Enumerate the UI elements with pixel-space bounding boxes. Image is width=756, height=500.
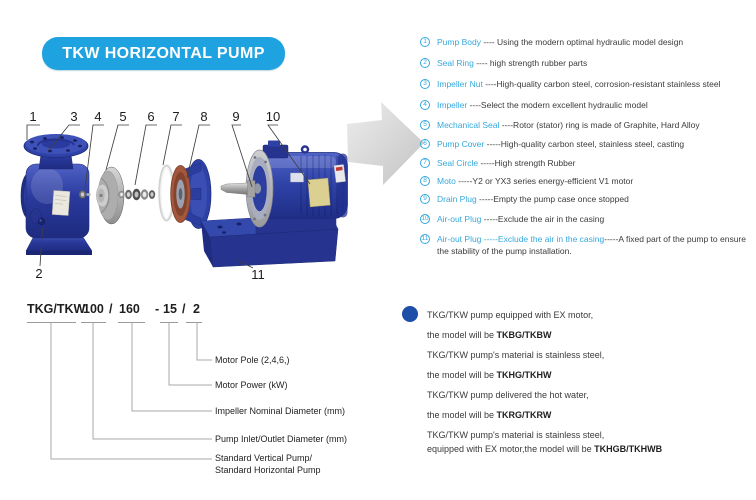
variant-line bbox=[427, 444, 662, 454]
model-token-pole: 2 bbox=[193, 302, 200, 316]
part-label: Pump Body bbox=[437, 37, 481, 47]
model-token-slash2: / bbox=[182, 302, 186, 316]
part-number-9: 9 bbox=[232, 109, 240, 124]
part-description: -----Y2 or YX3 series energy-efficient V1 motor bbox=[455, 176, 634, 186]
part-description: -----A fixed part of the pump to ensure the stability of the pump installation. bbox=[437, 234, 746, 256]
part-label: Air-out Plug -----Exclude the air in the casing bbox=[437, 234, 605, 244]
part-label: Mechanical Seal bbox=[437, 120, 500, 130]
part-number-11: 11 bbox=[251, 267, 265, 282]
variant-line bbox=[427, 430, 604, 440]
variant-model: TKRG/TKRW bbox=[496, 410, 552, 420]
part-number-badge: 6 bbox=[420, 139, 430, 149]
model-token-impeller: 160 bbox=[119, 302, 140, 316]
part-description: -----High-quality carbon steel, stainless steel, casting bbox=[484, 139, 685, 149]
part-label: Impeller Nut bbox=[437, 79, 483, 89]
variant-line bbox=[427, 350, 604, 360]
variant-model: TKHGB/TKHWB bbox=[594, 444, 663, 454]
part-number-5: 5 bbox=[119, 109, 127, 124]
parts-list-item bbox=[420, 139, 753, 151]
part-label: Seal Ring bbox=[437, 58, 474, 68]
variant-text: TKG/TKW pump's material is stainless steel, bbox=[427, 430, 605, 440]
motor-label-yellow bbox=[308, 178, 330, 207]
part-number-badge: 8 bbox=[420, 176, 430, 186]
part-number-badge: 5 bbox=[420, 120, 430, 130]
parts-list-item bbox=[420, 79, 753, 91]
part-description: -----High strength Rubber bbox=[478, 158, 576, 168]
part-number-8: 8 bbox=[200, 109, 208, 124]
parts-list-item bbox=[420, 234, 753, 257]
part-description: ----Rotor (stator) ring is made of Graphite, Hard Alloy bbox=[499, 120, 700, 130]
model-token-slash1: / bbox=[109, 302, 113, 316]
pump-cover-illustration bbox=[171, 160, 211, 229]
variant-text: the model will be bbox=[427, 330, 497, 340]
model-underline bbox=[160, 322, 178, 323]
part-description: -----Empty the pump case once stopped bbox=[476, 194, 629, 204]
variant-text: TKG/TKW pump delivered the hot water, bbox=[427, 390, 589, 400]
model-token-power: 15 bbox=[163, 302, 177, 316]
part-label: Drain Plug bbox=[437, 194, 477, 204]
drain-plug-illustration bbox=[38, 218, 45, 225]
variant-text: the model will be bbox=[427, 410, 497, 420]
part-number-10: 10 bbox=[265, 109, 281, 124]
variant-line bbox=[427, 330, 552, 340]
motor-label-white bbox=[334, 165, 346, 183]
model-label-impeller: Impeller Nominal Diameter (mm) bbox=[215, 406, 346, 416]
part-label: Seal Circle bbox=[437, 158, 479, 168]
variant-line bbox=[427, 390, 589, 400]
part-number-badge: 4 bbox=[420, 100, 430, 110]
model-token-dash: - bbox=[155, 302, 160, 316]
variant-text: equipped with EX motor,the model will be bbox=[427, 444, 595, 454]
variant-text: TKG/TKW pump's material is stainless steel, bbox=[427, 350, 605, 360]
part-number-badge: 10 bbox=[421, 215, 429, 222]
motor-shaft-illustration bbox=[221, 181, 255, 198]
part-number-badge: 7 bbox=[420, 158, 430, 168]
part-number-badge: 9 bbox=[420, 194, 430, 204]
parts-list-item bbox=[420, 194, 753, 206]
model-underline bbox=[118, 322, 145, 323]
part-description: -----Exclude the air in the casing bbox=[481, 214, 605, 224]
page-title: TKW HORIZONTAL PUMP bbox=[62, 45, 265, 62]
part-description: ----High-quality carbon steel, corrosion-resistant stainless steel bbox=[482, 79, 721, 89]
part-label: Moto bbox=[437, 176, 456, 186]
variant-model: TKBG/TKBW bbox=[496, 330, 552, 340]
right-arrow-icon bbox=[347, 102, 424, 185]
model-label-power: Motor Power (kW) bbox=[215, 380, 288, 390]
parts-list-item bbox=[420, 100, 753, 112]
part-label: Pump Cover bbox=[437, 139, 485, 149]
model-underline bbox=[81, 322, 106, 323]
part-number-4: 4 bbox=[94, 109, 102, 124]
variants-section bbox=[395, 300, 756, 470]
parts-list-item bbox=[420, 37, 753, 49]
part-number-6: 6 bbox=[147, 109, 155, 124]
part-number-badge: 2 bbox=[420, 58, 430, 68]
model-code-section bbox=[20, 295, 365, 495]
part-number-badge: 11 bbox=[421, 235, 429, 242]
model-token-series: TKG/TKW bbox=[27, 302, 86, 316]
parts-list-item bbox=[420, 158, 753, 170]
pump-exploded-diagram bbox=[5, 90, 435, 290]
part-number-badge: 1 bbox=[420, 37, 430, 47]
variant-text: the model will be bbox=[427, 370, 497, 380]
parts-list-item bbox=[420, 214, 753, 226]
variant-line bbox=[427, 370, 552, 380]
variant-model: TKHG/TKHW bbox=[496, 370, 552, 380]
model-label-series-1: Standard Vertical Pump/ bbox=[215, 453, 313, 463]
parts-list bbox=[420, 30, 753, 275]
bullet-icon bbox=[402, 306, 418, 322]
part-description: ---- Using the modern optimal hydraulic model design bbox=[480, 37, 684, 47]
pump-nameplate bbox=[52, 190, 70, 215]
parts-list-item bbox=[420, 176, 753, 188]
part-label: Air-out Plug bbox=[437, 214, 482, 224]
variant-line bbox=[427, 310, 593, 320]
parts-list-item bbox=[420, 58, 753, 70]
part-description: ---- high strength rubber parts bbox=[473, 58, 588, 68]
part-number-2: 2 bbox=[35, 266, 43, 281]
model-label-series-2: Standard Horizontal Pump bbox=[215, 465, 321, 475]
motor-illustration bbox=[210, 141, 348, 268]
model-label-inlet: Pump Inlet/Outlet Diameter (mm) bbox=[215, 434, 348, 444]
parts-list-item bbox=[420, 120, 753, 132]
part-label: Impeller bbox=[437, 100, 468, 110]
variant-text: TKG/TKW pump equipped with EX motor, bbox=[427, 310, 594, 320]
part-number-badge: 3 bbox=[420, 79, 430, 89]
part-description: ----Select the modern excellent hydraulic model bbox=[467, 100, 648, 110]
lifting-eye-icon bbox=[302, 147, 308, 153]
part-number-7: 7 bbox=[172, 109, 180, 124]
model-label-pole: Motor Pole (2,4,6,) bbox=[215, 355, 290, 365]
title-banner bbox=[42, 37, 285, 70]
model-underline bbox=[27, 322, 76, 323]
part-number-3: 3 bbox=[70, 109, 78, 124]
model-underline bbox=[186, 322, 202, 323]
model-token-inlet: 100 bbox=[83, 302, 104, 316]
variant-line bbox=[427, 410, 551, 420]
part-number-1: 1 bbox=[29, 109, 37, 124]
